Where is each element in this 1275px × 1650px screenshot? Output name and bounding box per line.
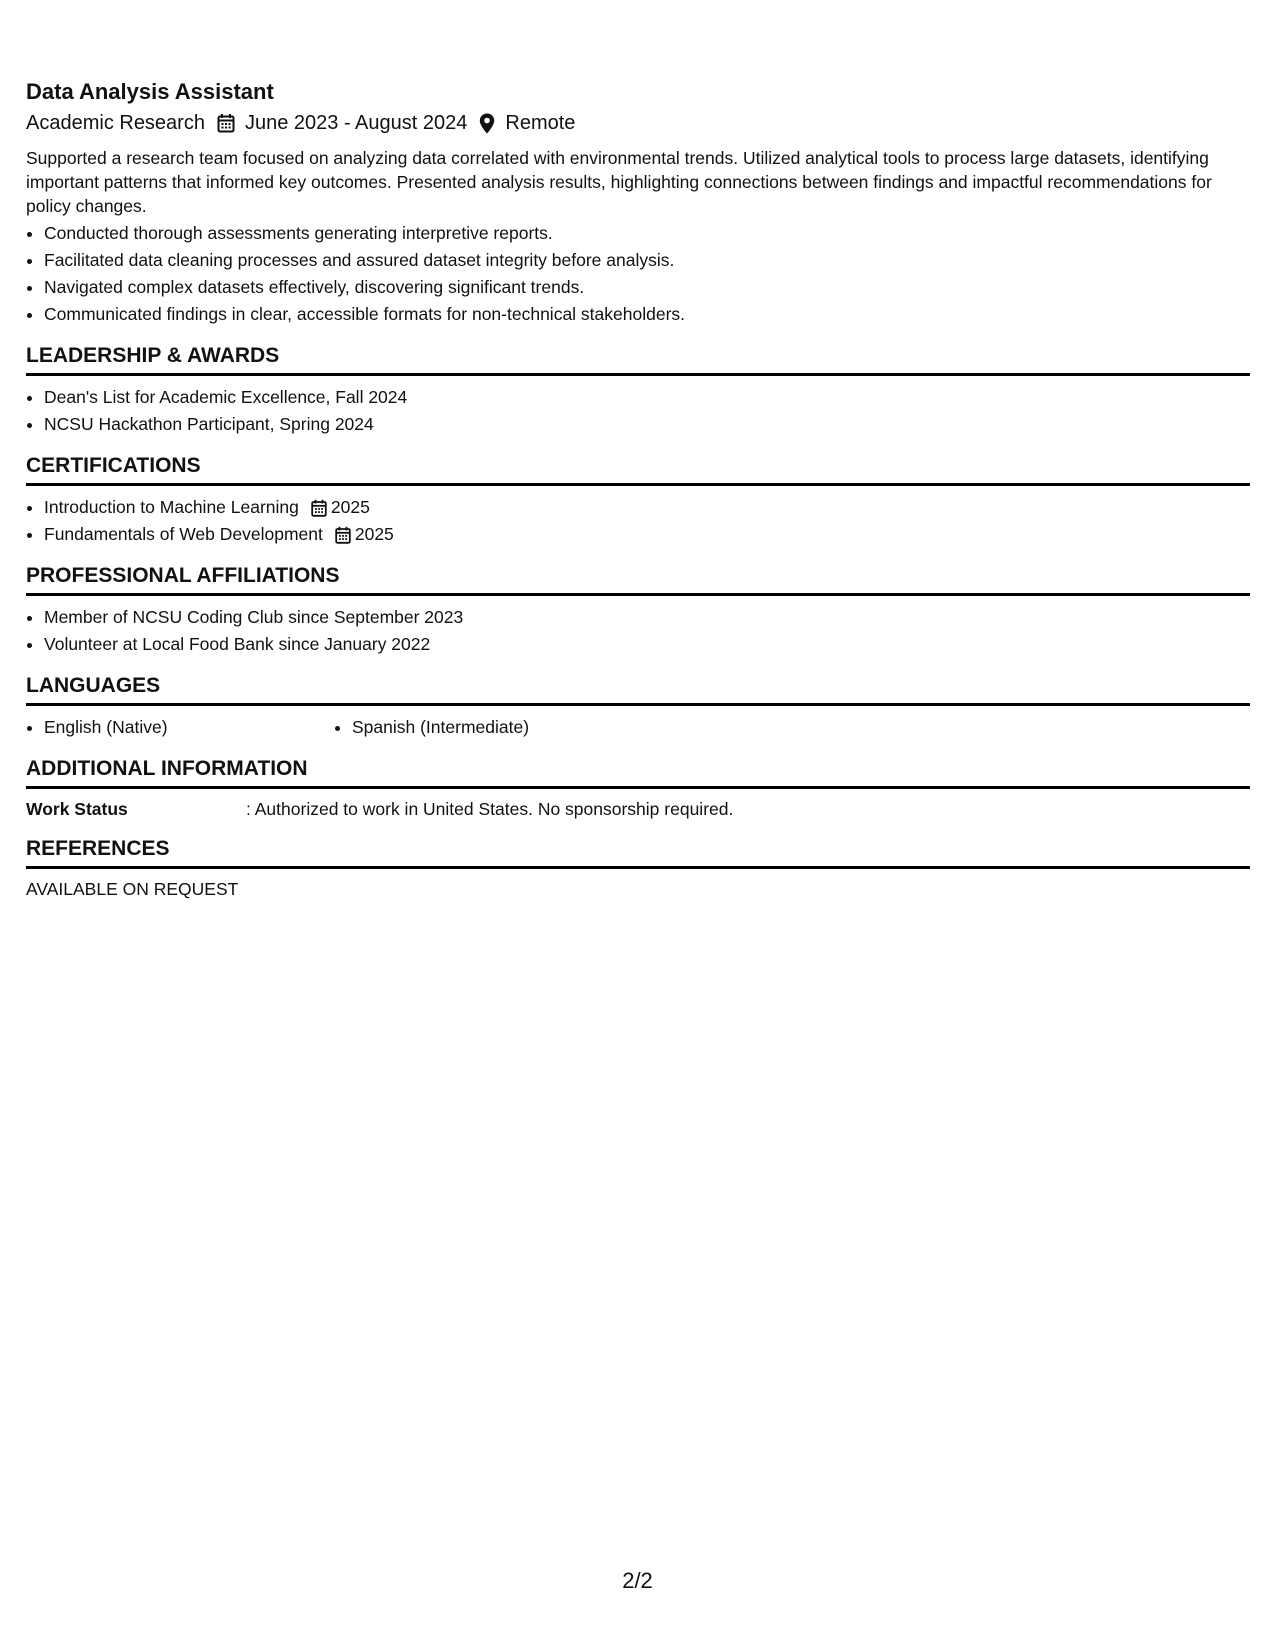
calendar-icon bbox=[335, 526, 351, 544]
list-item: • Navigated complex datasets effectively, discovering significant trends. bbox=[44, 274, 1250, 301]
section-heading: REFERENCES bbox=[26, 835, 1250, 869]
list-item: • Spanish (Intermediate) bbox=[352, 714, 529, 741]
job-description: Supported a research team focused on analyzing data correlated with environmental trends. Utilized analytical tools to process large datasets, identifying important patterns that informed key outcomes. Presented analysis results, highlighting connections between findings and impactful recommendations for policy changes. bbox=[26, 148, 1212, 216]
leadership-list bbox=[26, 384, 1250, 438]
section-heading: LEADERSHIP & AWARDS bbox=[26, 342, 1250, 376]
section-leadership bbox=[26, 342, 1250, 438]
languages-list bbox=[26, 714, 1250, 741]
job-location: Remote bbox=[505, 112, 576, 134]
work-status-row bbox=[26, 797, 1250, 821]
page-number: 2/2 bbox=[622, 1568, 653, 1593]
work-status-value: : Authorized to work in United States. No sponsorship required. bbox=[246, 799, 734, 819]
list-item: • English (Native) bbox=[44, 714, 334, 741]
cert-name: • Fundamentals of Web Development bbox=[44, 524, 323, 544]
section-references bbox=[26, 835, 1250, 901]
list-item: • Member of NCSU Coding Club since September 2023 bbox=[44, 604, 1250, 631]
cert-year: 2025 bbox=[354, 524, 394, 544]
section-additional-info bbox=[26, 755, 1250, 821]
job-bullets bbox=[26, 220, 1250, 328]
certifications-list bbox=[26, 494, 1250, 548]
calendar-icon bbox=[217, 113, 235, 133]
section-heading: PROFESSIONAL AFFILIATIONS bbox=[26, 562, 1250, 596]
section-heading: ADDITIONAL INFORMATION bbox=[26, 755, 1250, 789]
section-heading: CERTIFICATIONS bbox=[26, 452, 1250, 486]
list-item: • Facilitated data cleaning processes and assured dataset integrity before analysis. bbox=[44, 247, 1250, 274]
job-dates: June 2023 - August 2024 bbox=[244, 112, 468, 134]
cert-year: 2025 bbox=[330, 497, 370, 517]
affiliations-list bbox=[26, 604, 1250, 658]
list-item bbox=[44, 521, 1250, 548]
list-item: • Dean's List for Academic Excellence, Fall 2024 bbox=[44, 384, 1250, 411]
list-item: • Volunteer at Local Food Bank since January 2022 bbox=[44, 631, 1250, 658]
list-item bbox=[44, 494, 1250, 521]
list-item: • Communicated findings in clear, accessible formats for non-technical stakeholders. bbox=[44, 301, 1250, 328]
references-text: AVAILABLE ON REQUEST bbox=[26, 879, 239, 899]
work-status-label: Work Status bbox=[26, 799, 128, 819]
cert-name: • Introduction to Machine Learning bbox=[44, 497, 299, 517]
resume-page bbox=[26, 78, 1250, 901]
list-item: • Conducted thorough assessments generating interpretive reports. bbox=[44, 220, 1250, 247]
map-pin-icon bbox=[479, 113, 495, 134]
section-heading: LANGUAGES bbox=[26, 672, 1250, 706]
job-organization: Academic Research bbox=[26, 112, 205, 134]
job-title: Data Analysis Assistant bbox=[26, 79, 274, 104]
experience-entry bbox=[26, 78, 1250, 328]
job-meta bbox=[26, 110, 1250, 136]
list-item: • NCSU Hackathon Participant, Spring 2024 bbox=[44, 411, 1250, 438]
section-affiliations bbox=[26, 562, 1250, 658]
calendar-icon bbox=[311, 499, 327, 517]
section-certifications bbox=[26, 452, 1250, 548]
section-languages bbox=[26, 672, 1250, 741]
